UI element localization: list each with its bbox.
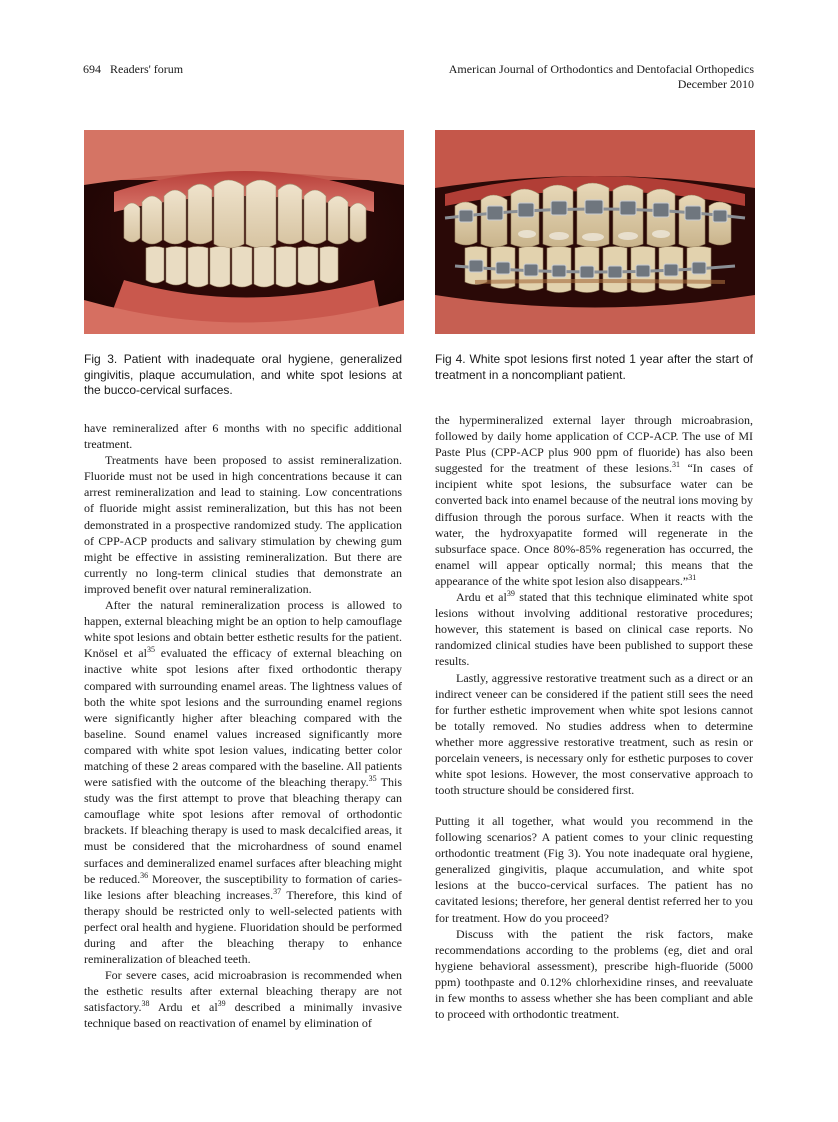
text-run: Lastly, aggressive restorative treatment such as a direct or an indirect veneer can be considered if the patient still sees the need for further esthetic improvement when white spot lesions cannot be totally removed. No studies address when to determine whether more aggressive restorative treatment, such as resin or porcelain veneers, is necessary only for esthetic purposes to cover white spot lesions. However, the most conservative approach to tooth structure should be considered first. xyxy=(435,670,753,798)
page-number: 694 xyxy=(83,62,101,76)
citation-ref[interactable]: 39 xyxy=(506,589,515,599)
paragraph xyxy=(84,452,402,597)
text-run: stated that this technique eliminated white spot lesions without involving additional restorative procedures; however, this statement is based on clinical case reports. No randomized clinical studies have been published to support these results. xyxy=(435,590,753,669)
text-run: have remineralized after 6 months with no specific additional treatment. xyxy=(84,421,402,452)
right-column-top xyxy=(435,412,753,798)
text-run: Treatments have been proposed to assist remineralization. Fluoride must not be used in high concentrations because it can arrest remineralization and lead to staining. Low concentrations of fluoride might assist remineralization, but this has not been demonstrated in a prospective randomized study. The application of CPP-ACP products and salivary stimulation by chewing gum might be effective in assisting remineralization. But there are currently no long-term clinical studies that demonstrate an improved benefit over natural remineralization. xyxy=(84,453,402,596)
text-run: Ardu et al xyxy=(456,590,507,605)
citation-ref[interactable]: 39 xyxy=(217,999,226,1009)
figure-4-caption: Fig 4. White spot lesions first noted 1 year after the start of treatment in a noncompliant patient. xyxy=(435,352,753,382)
paragraph xyxy=(435,412,753,589)
citation-ref[interactable]: 31 xyxy=(688,572,697,582)
figure-4-photo xyxy=(435,130,755,334)
running-header-right xyxy=(449,62,754,92)
text-run: “In cases of incipient white spot lesions, the subsurface water can be converted back into enamel because of the neutral ions moving by diffusion through the porous surface. When it reacts with the water, the hydroxyapatite formed will regenerate in the subsurface space. Once 80%-85% regeneration has occurred, the enamel will appear optically normal; this means that the appearance of the white spot lesion also disappears.” xyxy=(435,461,753,588)
right-column-bottom xyxy=(435,813,753,1022)
text-run: For severe cases, acid microabrasion is recommended when the esthetic results after external bleaching therapy are not satisfactory. xyxy=(84,968,402,1015)
text-run: After the natural remineralization process is allowed to happen, external bleaching might be an option to help camouflage white spot lesions and obtain better esthetic results for the patient. Knösel et al xyxy=(84,598,402,661)
paragraph xyxy=(435,926,753,1023)
text-run: ). You note inadequate oral hygiene, generalized gingivitis, plaque accumulation, and white spot lesions at the bucco-cervical surfaces. The patient has no cavitated lesions; therefore, her general dentist referred her to you for treatment. How do you proceed? xyxy=(435,846,753,925)
text-run: evaluated the efficacy of external bleaching on inactive white spot lesions after fixed orthodontic therapy compared with surrounding enamel areas. The lightness values of both the white spot lesions and the surrounding enamel regions were significantly higher after bleaching compared with the baseline. Sound enamel values increased significantly more compared with white spot lesion values, indicating better color matching of these 2 areas compared with the baseline. All patients were satisfied with the outcome of the bleaching therapy. xyxy=(84,646,402,790)
citation-ref[interactable]: 35 xyxy=(146,645,155,655)
paragraph xyxy=(435,813,753,926)
journal-name: American Journal of Orthodontics and Dentofacial Orthopedics xyxy=(448,62,754,76)
text-run: This study was the first attempt to prove that bleaching therapy can camouflage white spot lesions after removal of orthodontic brackets. If bleaching therapy is used to mask decalcified areas, it must be considered that the microhardness of sound enamel surfaces and demineralized enamel surfaces after bleaching might be reduced. xyxy=(84,775,403,886)
text-run: Therefore, this kind of therapy should be restricted only to well-selected patients with perfect oral health and hygiene. Fluoridation should be performed during and after the bleaching therapy to enhance remineralization of bleached teeth. xyxy=(84,887,402,967)
text-run: Moreover, the susceptibility to formation of caries-like lesions after bleaching increases. xyxy=(84,871,402,902)
text-run: the hypermineralized external layer through microabrasion, followed by daily home application of CCP-ACP. The use of MI Paste Plus (CPP-ACP plus 900 ppm of fluoride) has also been suggested for the treatment of these lesions. xyxy=(435,413,753,476)
citation-ref[interactable]: 37 xyxy=(273,886,282,896)
text-run: Ardu et al xyxy=(149,1000,218,1015)
citation-ref[interactable]: 35 xyxy=(368,774,377,784)
paragraph xyxy=(84,420,402,452)
issue-date: December 2010 xyxy=(677,77,754,91)
figure-ref-link[interactable]: Fig 3 xyxy=(547,846,575,861)
citation-ref[interactable]: 36 xyxy=(140,870,149,880)
paragraph xyxy=(84,597,402,967)
text-run: Putting it all together, what would you recommend in the following scenarios? A patient comes to your clinic requesting orthodontic treatment ( xyxy=(435,814,753,861)
running-header-left xyxy=(83,62,183,77)
paragraph xyxy=(84,967,402,1031)
citation-ref[interactable]: 38 xyxy=(141,999,150,1009)
paragraph xyxy=(435,670,753,799)
paragraph xyxy=(435,589,753,669)
left-column xyxy=(84,420,402,1032)
figure-3-caption: Fig 3. Patient with inadequate oral hygiene, generalized gingivitis, plaque accumulation, and white spot lesions at the bucco-cervical surfaces. xyxy=(84,352,402,397)
figure-3-photo xyxy=(84,130,404,334)
text-run: described a minimally invasive technique based on reactivation of enamel by elimination of xyxy=(84,1000,402,1031)
text-run: Discuss with the patient the risk factors, make recommendations according to the problems (eg, diet and oral hygiene behavioral assessment), prescribe high-fluoride (5000 ppm) toothpaste and 0.12% chlorhexidine rinses, and reevaluate in few months to assess whether she has been compliant and able to proceed with orthodontic treatment. xyxy=(435,926,753,1022)
citation-ref[interactable]: 31 xyxy=(672,460,680,470)
section-name: Readers' forum xyxy=(110,62,184,76)
